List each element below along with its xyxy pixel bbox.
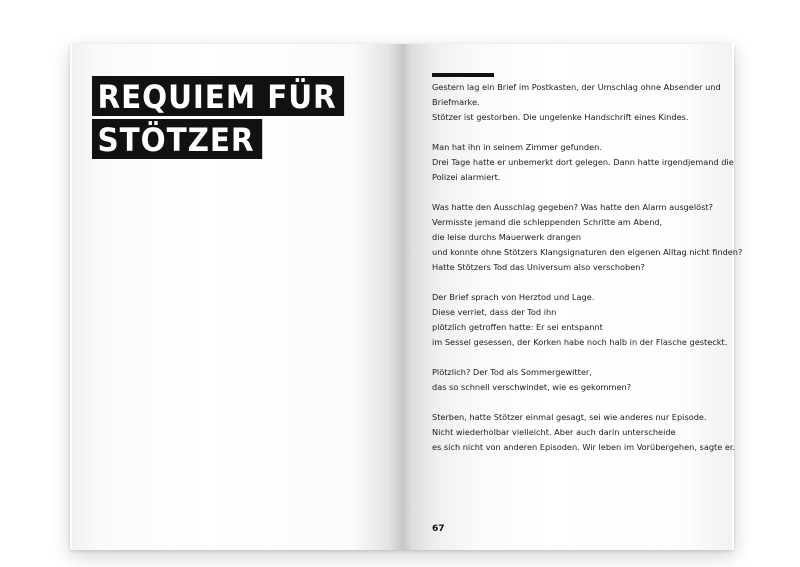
paragraph: [432, 140, 734, 185]
paragraph: [432, 80, 722, 125]
text-line: Man hat ihn in seinem Zimmer gefunden.: [432, 142, 602, 152]
text-line: Hatte Stötzers Tod das Universum also verschoben?: [432, 262, 645, 272]
text-line: Stötzer ist gestorben. Die ungelenke Handschrift eines Kindes.: [432, 112, 689, 122]
text-line: Diese verriet, dass der Tod ihn: [432, 307, 557, 317]
text-line: Polizei alarmiert.: [432, 172, 501, 182]
paragraph: [432, 200, 743, 275]
text-line: Plötzlich? Der Tod als Sommergewitter,: [432, 367, 592, 377]
chapter-title-line-1: REQUIEM FÜR: [92, 76, 344, 116]
text-line: die leise durchs Mauerwerk drangen: [432, 232, 582, 242]
decorative-rule: [432, 73, 494, 77]
text-line: Briefmarke.: [432, 97, 480, 107]
text-line: plötzlich getroffen hatte: Er sei entspannt: [432, 322, 603, 332]
text-line: es sich nicht von anderen Episoden. Wir leben im Vorübergehen, sagte er.: [432, 442, 736, 452]
text-line: Der Brief sprach von Herztod und Lage.: [432, 292, 595, 302]
body-text: [432, 80, 743, 470]
paragraph: [432, 290, 728, 350]
text-line: Was hatte den Ausschlag gegeben? Was hatte den Alarm ausgelöst?: [432, 202, 713, 212]
text-line: Nicht wiederholbar vielleicht. Aber auch darin unterscheide: [432, 427, 676, 437]
paragraph: [432, 410, 736, 455]
text-line: Sterben, hatte Stötzer einmal gesagt, sei wie anderes nur Episode.: [432, 412, 707, 422]
text-line: Drei Tage hatte er unbemerkt dort gelegen. Dann hatte irgendjemand die: [432, 157, 734, 167]
chapter-title: [92, 76, 366, 159]
text-line: Vermisste jemand die schleppenden Schritte am Abend,: [432, 217, 663, 227]
paragraph: [432, 365, 722, 395]
text-line: Gestern lag ein Brief im Postkasten, der Umschlag ohne Absender und: [432, 82, 721, 92]
text-line: im Sessel gesessen, der Korken habe noch halb in der Flasche gesteckt.: [432, 337, 728, 347]
text-line: und konnte ohne Stötzers Klangsignaturen den eigenen Alltag nicht finden?: [432, 247, 743, 257]
chapter-title-line-2: STÖTZER: [92, 119, 262, 159]
page-number: 67: [432, 524, 445, 534]
text-line: das so schnell verschwindet, wie es gekommen?: [432, 382, 632, 392]
